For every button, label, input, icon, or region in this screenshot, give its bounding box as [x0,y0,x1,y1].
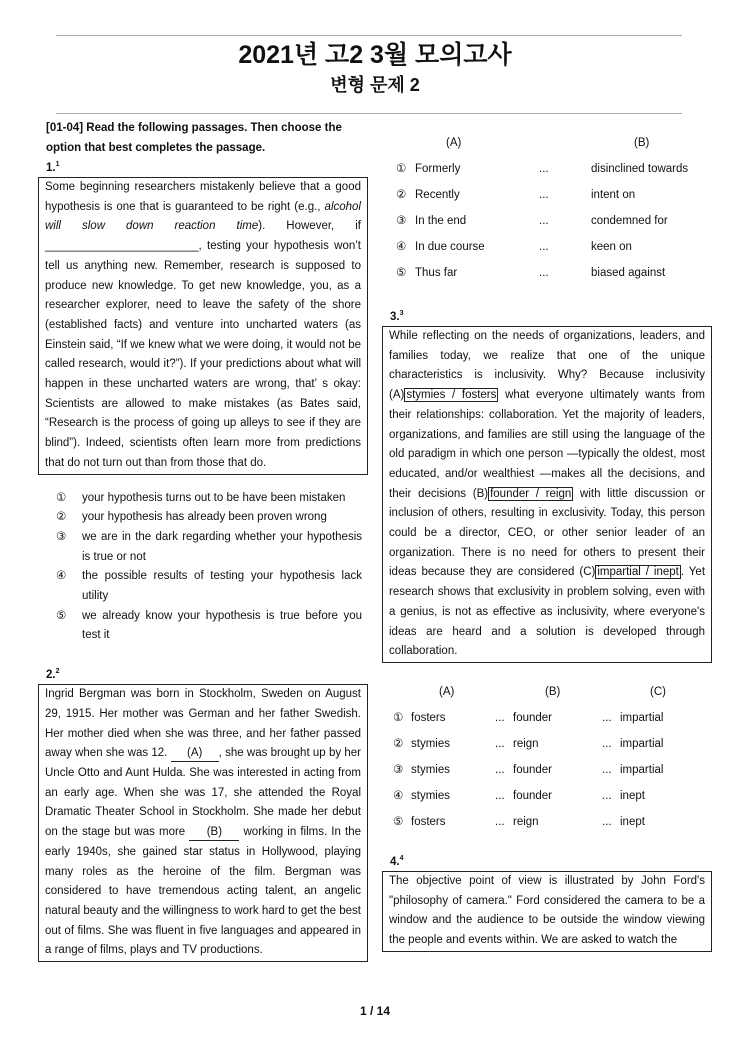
option-number: ③ [393,763,404,776]
instructions: [01-04] Read the following passages. Then choose the option that best completes the passage. [46,122,342,154]
option-a: Recently [415,189,460,201]
passage-text: Ingrid Bergman was born in Stockholm, Sweden on August 29, 1915. Her mother was German and her father Swedish. Her mother died when she was three, and her father passed away when she was 12. [45,688,361,760]
option-number: ② [56,511,67,524]
option-number: ⑤ [56,609,67,622]
passage-text: , testing your hypothesis won’t tell us anything new. Remember, research is supposed to produce new knowledge. To get new knowledge, you, as a researcher explorer, need to leave the safety of the shore (established facts) and venture into uncharted waters (as Einstein said, “If we knew what we were doing, it would not be called research, would it?”). If your predictions about what will happen in these uncharted waters are wrong, that’ s okay: Scientists are allowed to make mistakes (as Bates said, “Research is the process of going up alleys to see if they are blind”). Indeed, scientists often learn more from predictions that do not turn out than from those that do. [45,240,361,469]
option-a: In the end [415,215,467,227]
column-header-c: (C) [650,685,666,698]
question-2-number [38,666,368,684]
option-item [382,709,712,735]
option-c: inept [620,815,645,828]
option-number: ② [393,737,404,750]
option-number: ① [56,491,67,504]
option-item [382,787,712,813]
option-number: ③ [396,215,407,227]
blank-a: (A) [171,746,219,762]
passage-text: with little discussion or inclusion of others, resulting in exclusivity. Today, this person could be a director, CEO, or other senior leader of an organization. There is no need for others to present their ideas because they are considered (C) [389,487,705,579]
question-2-options [382,134,712,290]
separator: ... [602,815,612,828]
page-title: 2021년 고2 3월 모의고사 [238,41,512,69]
question-3-number [382,308,712,326]
footnote-mark: 3 [399,310,404,318]
option-number: ⑤ [396,267,407,279]
left-column [38,119,368,962]
separator: ... [539,215,549,227]
option-c: impartial [620,737,664,750]
option-a: fosters [411,815,446,828]
option-a: fosters [411,711,446,724]
passage-text: . Yet research shows that exclusivity in problem solving, even with a genius, is not as effective as inclusivity, where everyone's ideas are heard and a solution is developed through collaboration. [389,566,706,658]
passage-text: While reflecting on the needs of organizations, leaders, and families today, we realize that one of the unique characteristics is inclusivity. Why? Because inclusivity (A) [389,330,705,402]
option-item [382,264,712,290]
column-header-a: (A) [439,685,455,698]
option-number: ① [393,711,404,724]
option-number: ④ [56,570,67,583]
right-column [382,134,712,952]
option-item [56,528,362,567]
option-text: we already know your hypothesis is true before you test it [82,609,362,642]
separator: ... [602,789,612,802]
separator: ... [602,763,612,776]
option-item [382,761,712,787]
question-1-passage [38,177,368,475]
column-header-a: (A) [446,137,462,149]
question-4-number [382,853,712,871]
passage-text: Some beginning researchers mistakenly believe that a good hypothesis is one that is guaranteed to be right (e.g., [45,181,361,213]
option-item [382,160,712,186]
separator: ... [602,711,612,724]
option-b: reign [513,815,539,828]
column-header-b: (B) [545,685,561,698]
page-subtitle: 변형 문제 2 [330,75,420,95]
option-a: Thus far [415,267,458,279]
choice-box-b: founder / reign [490,487,572,500]
header-divider [56,113,682,114]
choice-box-c: impartial / inept [597,566,679,579]
passage-text: working in films. In the early 1940s, she gained star status in Hollywood, playing many roles as the heroine of the film. Bergman was considered to have tremendous acting talent, an angelic natural beauty and the willingness to work hard to get the best out of films. She was fluent in five languages and appeared in a range of films, plays and TV productions. [45,826,362,957]
column-header-b: (B) [634,137,650,149]
option-number: ④ [396,241,407,253]
top-divider [56,35,682,36]
separator: ... [539,163,549,175]
option-a: stymies [411,763,450,776]
option-a: In due course [415,241,485,253]
option-b: founder [513,763,553,776]
option-item [382,813,712,839]
option-text: we are in the dark regarding whether your hypothesis is true or not [82,530,362,563]
answer-blank: ________________________ [45,240,199,253]
separator: ... [539,189,549,201]
option-b: biased against [591,267,666,279]
column-headers [382,683,712,709]
option-c: inept [620,789,645,802]
option-item [56,607,362,646]
separator: ... [539,241,549,253]
separator: ... [539,267,549,279]
question-1-number [38,159,368,177]
option-text: the possible results of testing your hypothesis lack utility [82,570,362,603]
option-b: disinclined towards [591,163,689,175]
question-1-options [38,489,368,647]
separator: ... [495,789,505,802]
footnote-mark: 1 [55,161,60,169]
option-b: founder [513,711,553,724]
question-number: 4. [390,855,400,868]
option-text: your hypothesis turns out to be have been mistaken [82,491,346,504]
passage-italic-example: alcohol will slow down reaction time [45,200,361,233]
column-headers [382,134,712,160]
passage-text: what everyone ultimately wants from their relationships: collaboration. Yet the majority of leaders, organizations, and families are still using the language of the old paradigm in which one person —typically the oldest, most educated, and/or wealthiest —makes all the decisions, and their decisions (B) [389,389,705,500]
question-2-passage [38,684,368,962]
option-item [56,508,362,528]
question-4-passage: The objective point of view is illustrated by John Ford's "philosophy of camera." Ford considered the camera to be a window and the audience to be outside the window viewing the people and events within. We are asked to watch the [382,871,712,952]
question-3-passage [382,326,712,663]
option-a: stymies [411,789,450,802]
question-3-options [382,683,712,839]
blank-b: (B) [189,825,239,841]
option-b: founder [513,789,553,802]
separator: ... [495,763,505,776]
passage-text: ). However, if [258,220,362,233]
option-b: condemned for [591,215,668,227]
option-a: Formerly [415,163,461,175]
option-text: your hypothesis has already been proven wrong [82,511,327,524]
footnote-mark: 4 [399,855,404,863]
option-item [56,567,362,606]
option-b: intent on [591,189,636,201]
option-c: impartial [620,711,664,724]
page-number: 1 / 14 [359,1004,391,1018]
question-number: 1. [46,162,56,174]
separator: ... [602,737,612,750]
option-b: reign [513,737,539,750]
separator: ... [495,711,505,724]
option-c: impartial [620,763,664,776]
footnote-mark: 2 [55,668,60,676]
separator: ... [495,737,505,750]
option-number: ⑤ [393,815,404,828]
option-number: ④ [393,789,404,802]
separator: ... [495,815,505,828]
option-item [56,489,362,509]
option-b: keen on [591,241,632,253]
choice-box-a: stymies / fosters [406,389,497,402]
option-item [382,238,712,264]
option-number: ③ [56,530,67,543]
option-item [382,212,712,238]
option-number: ① [396,163,407,175]
passage-text: , she was brought up by her Uncle Otto and Aunt Hulda. She was interested in acting from an early age. When she was 17, she attended the Royal Dramatic Theater School in Stockholm. She made her debut on the stage but was more [45,747,361,839]
option-item [382,186,712,212]
question-number: 3. [390,311,400,323]
option-item [382,735,712,761]
option-number: ② [396,189,407,201]
question-number: 2. [46,669,56,682]
option-a: stymies [411,737,450,750]
